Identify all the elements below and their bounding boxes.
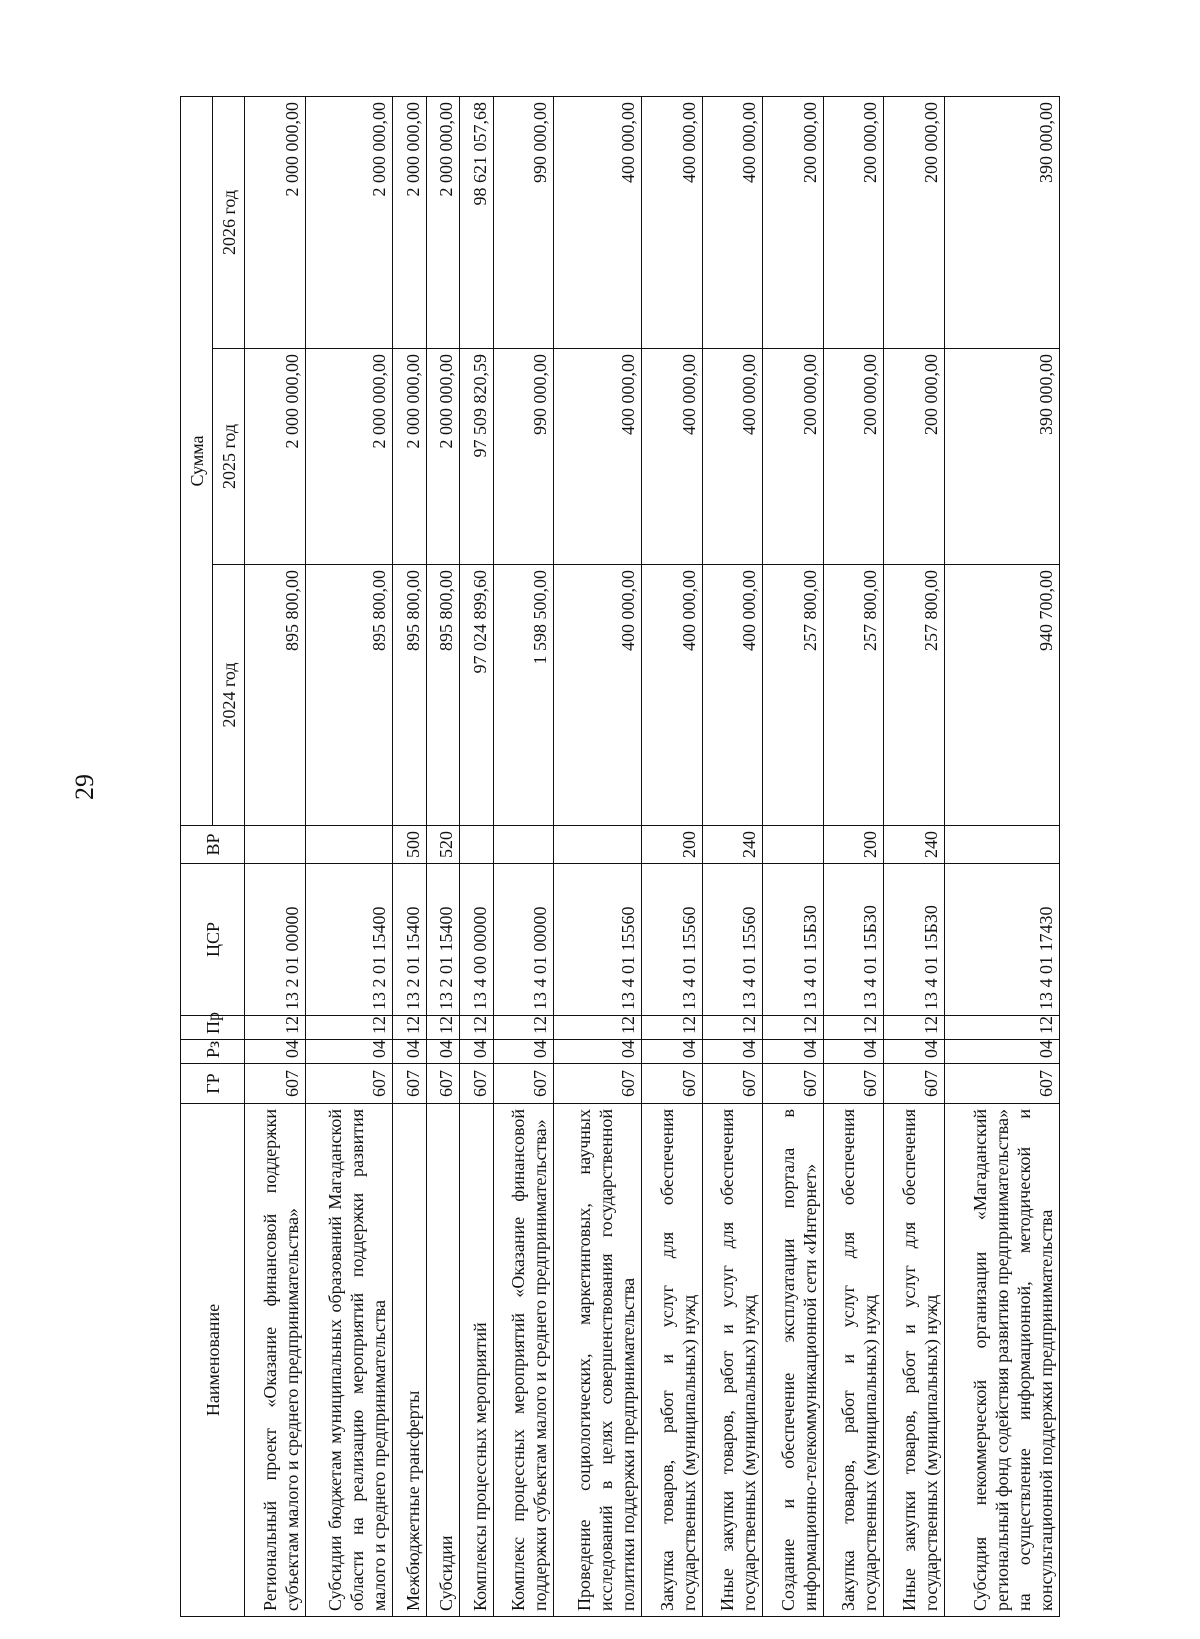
- table-row: [493, 97, 554, 1617]
- row-sum-2024: 895 800,00: [393, 565, 426, 826]
- row-rz: 04: [393, 1040, 426, 1064]
- row-sum-2025: 2 000 000,00: [393, 349, 426, 565]
- row-name: Закупка товаров, работ и услуг для обеспечения государственных (муниципальных) нужд: [641, 1104, 702, 1617]
- row-pr: 12: [393, 1016, 426, 1040]
- row-gr: 607: [554, 1064, 642, 1104]
- header-gr: ГР: [181, 1064, 245, 1104]
- row-sum-2024: 895 800,00: [245, 565, 306, 826]
- row-sum-2026: 98 621 057,68: [460, 97, 493, 349]
- row-vr: 200: [641, 826, 702, 864]
- row-pr: 12: [944, 1016, 1059, 1040]
- row-sum-2024: 1 598 500,00: [493, 565, 554, 826]
- row-pr: 12: [245, 1016, 306, 1040]
- table-row: [245, 97, 306, 1617]
- row-csr: 13 4 00 00000: [460, 864, 493, 1016]
- row-vr: 200: [823, 826, 884, 864]
- row-name: Комплекс процессных мероприятий «Оказание финансовой поддержки субъектам малого и среднего предпринимательства»: [493, 1104, 554, 1617]
- row-vr: [305, 826, 393, 864]
- table-row: [702, 97, 763, 1617]
- row-gr: 607: [884, 1064, 945, 1104]
- table-row: [460, 97, 493, 1617]
- row-csr: 13 4 01 15560: [554, 864, 642, 1016]
- row-sum-2025: 400 000,00: [554, 349, 642, 565]
- row-csr: 13 4 01 15Б30: [884, 864, 945, 1016]
- row-sum-2025: 390 000,00: [944, 349, 1059, 565]
- row-sum-2026: 200 000,00: [823, 97, 884, 349]
- row-pr: 12: [305, 1016, 393, 1040]
- table-row: [944, 97, 1059, 1617]
- header-sum: Сумма: [181, 97, 213, 826]
- row-sum-2025: 200 000,00: [884, 349, 945, 565]
- row-pr: 12: [426, 1016, 459, 1040]
- row-vr: [554, 826, 642, 864]
- row-rz: 04: [554, 1040, 642, 1064]
- row-sum-2024: 400 000,00: [641, 565, 702, 826]
- row-csr: 13 4 01 00000: [493, 864, 554, 1016]
- row-csr: 13 4 01 17430: [944, 864, 1059, 1016]
- row-csr: 13 2 01 15400: [305, 864, 393, 1016]
- table-body: [245, 97, 1060, 1617]
- row-pr: 12: [554, 1016, 642, 1040]
- table-row: [884, 97, 945, 1617]
- row-sum-2026: 200 000,00: [884, 97, 945, 349]
- row-gr: 607: [823, 1064, 884, 1104]
- table-row: [393, 97, 426, 1617]
- row-pr: 12: [763, 1016, 824, 1040]
- header-2026: 2026 год: [213, 97, 245, 349]
- row-gr: 607: [393, 1064, 426, 1104]
- row-rz: 04: [884, 1040, 945, 1064]
- row-name: Создание и обеспечение эксплуатации портала в информационно-телекоммуникационной сети «Интернет»: [763, 1104, 824, 1617]
- row-name: Субсидии бюджетам муниципальных образований Магаданской области на реализацию мероприятий поддержки развития малого и среднего предпринимательства: [305, 1104, 393, 1617]
- header-name: Наименование: [181, 1104, 245, 1617]
- row-name: Проведение социологических, маркетинговых, научных исследований в целях совершенствования государственной политики поддержки предпринимательства: [554, 1104, 642, 1617]
- row-rz: 04: [493, 1040, 554, 1064]
- row-rz: 04: [763, 1040, 824, 1064]
- row-pr: 12: [823, 1016, 884, 1040]
- row-rz: 04: [305, 1040, 393, 1064]
- row-gr: 607: [305, 1064, 393, 1104]
- row-name: Региональный проект «Оказание финансовой поддержки субъектам малого и среднего предпринимательства»: [245, 1104, 306, 1617]
- row-name: Иные закупки товаров, работ и услуг для обеспечения государственных (муниципальных) нужд: [884, 1104, 945, 1617]
- row-csr: 13 2 01 00000: [245, 864, 306, 1016]
- row-name: Закупка товаров, работ и услуг для обеспечения государственных (муниципальных) нужд: [823, 1104, 884, 1617]
- row-name: Субсидия некоммерческой организации «Магаданский региональный фонд содействия развитию предпринимательства» на осуществление информационной, методической и консультационной поддержки предпринимательства: [944, 1104, 1059, 1617]
- row-vr: [460, 826, 493, 864]
- row-sum-2026: 390 000,00: [944, 97, 1059, 349]
- row-sum-2025: 990 000,00: [493, 349, 554, 565]
- table-row: [305, 97, 393, 1617]
- row-csr: 13 4 01 15560: [641, 864, 702, 1016]
- row-vr: 240: [884, 826, 945, 864]
- row-vr: 520: [426, 826, 459, 864]
- header-2024: 2024 год: [213, 565, 245, 826]
- row-sum-2026: 200 000,00: [763, 97, 824, 349]
- header-vr: ВР: [181, 826, 245, 864]
- row-sum-2025: 2 000 000,00: [305, 349, 393, 565]
- row-rz: 04: [460, 1040, 493, 1064]
- row-vr: [944, 826, 1059, 864]
- row-sum-2026: 2 000 000,00: [426, 97, 459, 349]
- budget-table: [180, 96, 1060, 1617]
- row-csr: 13 2 01 15400: [393, 864, 426, 1016]
- row-csr: 13 4 01 15560: [702, 864, 763, 1016]
- table-row: [641, 97, 702, 1617]
- table-row: [554, 97, 642, 1617]
- table-row: [823, 97, 884, 1617]
- row-gr: 607: [426, 1064, 459, 1104]
- row-rz: 04: [426, 1040, 459, 1064]
- row-sum-2025: 200 000,00: [763, 349, 824, 565]
- row-gr: 607: [460, 1064, 493, 1104]
- row-pr: 12: [641, 1016, 702, 1040]
- row-name: Комплексы процессных мероприятий: [460, 1104, 493, 1617]
- row-sum-2025: 2 000 000,00: [245, 349, 306, 565]
- row-sum-2026: 2 000 000,00: [393, 97, 426, 349]
- row-sum-2026: 990 000,00: [493, 97, 554, 349]
- row-csr: 13 2 01 15400: [426, 864, 459, 1016]
- row-rz: 04: [944, 1040, 1059, 1064]
- rotated-table-container: [180, 97, 1060, 1617]
- row-gr: 607: [245, 1064, 306, 1104]
- row-pr: 12: [460, 1016, 493, 1040]
- row-rz: 04: [641, 1040, 702, 1064]
- row-gr: 607: [493, 1064, 554, 1104]
- row-sum-2024: 257 800,00: [763, 565, 824, 826]
- row-sum-2024: 940 700,00: [944, 565, 1059, 826]
- row-sum-2024: 257 800,00: [884, 565, 945, 826]
- header-pr: Пр: [181, 1016, 245, 1040]
- page-number: 29: [70, 774, 99, 800]
- row-gr: 607: [641, 1064, 702, 1104]
- row-name: Субсидии: [426, 1104, 459, 1617]
- row-sum-2026: 2 000 000,00: [305, 97, 393, 349]
- row-sum-2025: 200 000,00: [823, 349, 884, 565]
- table-row: [763, 97, 824, 1617]
- row-sum-2025: 400 000,00: [702, 349, 763, 565]
- row-sum-2026: 400 000,00: [641, 97, 702, 349]
- row-sum-2026: 400 000,00: [554, 97, 642, 349]
- row-vr: [245, 826, 306, 864]
- row-sum-2026: 400 000,00: [702, 97, 763, 349]
- row-pr: 12: [702, 1016, 763, 1040]
- row-sum-2024: 257 800,00: [823, 565, 884, 826]
- row-vr: [493, 826, 554, 864]
- row-vr: 240: [702, 826, 763, 864]
- row-sum-2024: 97 024 899,60: [460, 565, 493, 826]
- row-pr: 12: [493, 1016, 554, 1040]
- row-sum-2025: 97 509 820,59: [460, 349, 493, 565]
- row-name: Межбюджетные трансферты: [393, 1104, 426, 1617]
- header-csr: ЦСР: [181, 864, 245, 1016]
- row-sum-2024: 895 800,00: [426, 565, 459, 826]
- row-sum-2025: 400 000,00: [641, 349, 702, 565]
- row-rz: 04: [245, 1040, 306, 1064]
- row-vr: 500: [393, 826, 426, 864]
- row-csr: 13 4 01 15Б30: [763, 864, 824, 1016]
- row-vr: [763, 826, 824, 864]
- row-name: Иные закупки товаров, работ и услуг для обеспечения государственных (муниципальных) нужд: [702, 1104, 763, 1617]
- row-sum-2024: 400 000,00: [702, 565, 763, 826]
- row-gr: 607: [702, 1064, 763, 1104]
- row-gr: 607: [944, 1064, 1059, 1104]
- header-rz: Рз: [181, 1040, 245, 1064]
- row-gr: 607: [763, 1064, 824, 1104]
- table-row: [426, 97, 459, 1617]
- row-sum-2026: 2 000 000,00: [245, 97, 306, 349]
- header-2025: 2025 год: [213, 349, 245, 565]
- row-sum-2025: 2 000 000,00: [426, 349, 459, 565]
- row-sum-2024: 895 800,00: [305, 565, 393, 826]
- row-csr: 13 4 01 15Б30: [823, 864, 884, 1016]
- row-rz: 04: [823, 1040, 884, 1064]
- row-pr: 12: [884, 1016, 945, 1040]
- row-rz: 04: [702, 1040, 763, 1064]
- row-sum-2024: 400 000,00: [554, 565, 642, 826]
